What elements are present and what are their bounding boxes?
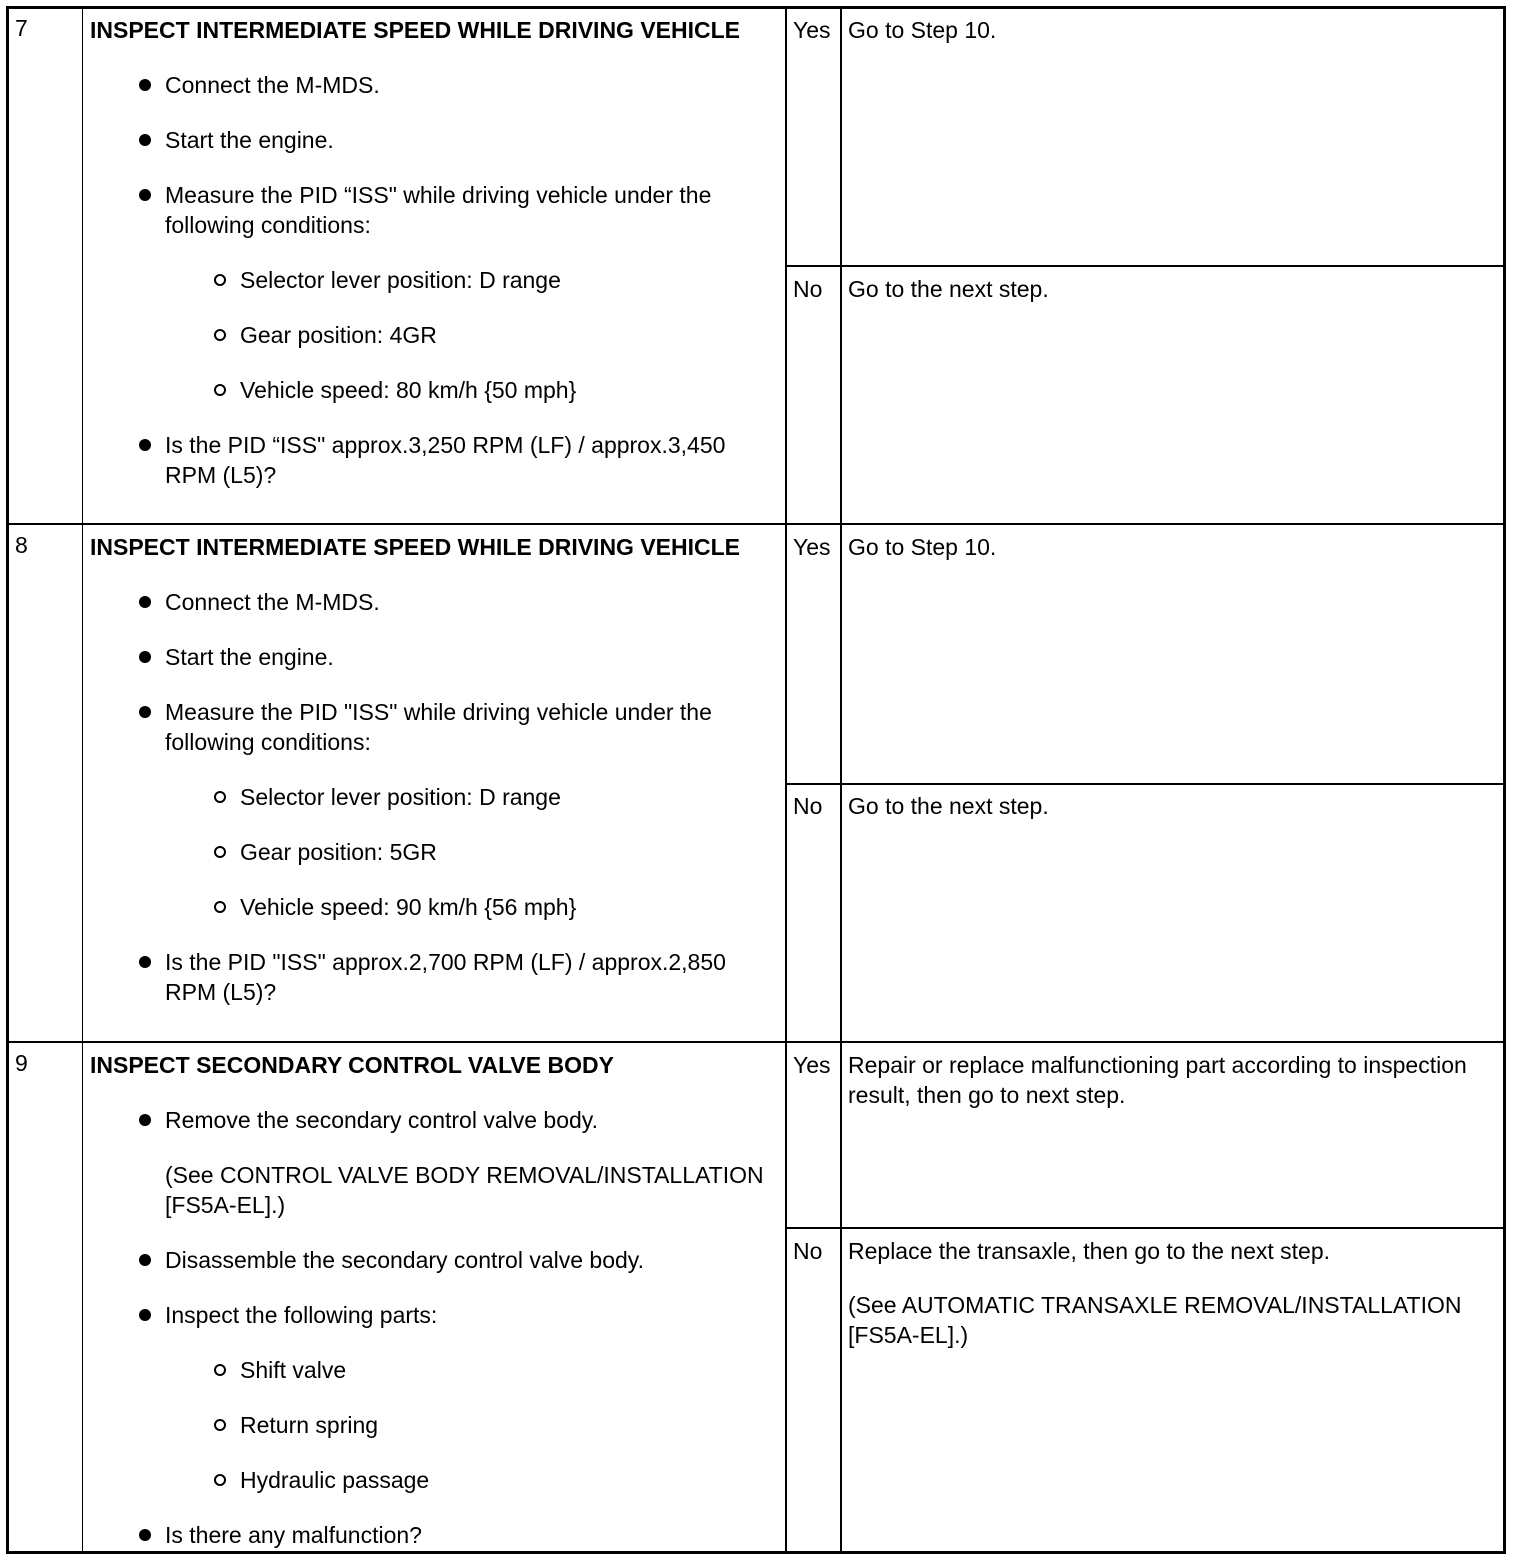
no-action-text: Replace the transaxle, then go to the next step. [848,1238,1331,1264]
procedure-item: Start the engine. [90,125,780,155]
yes-label: Yes [793,17,831,43]
no-label: No [793,276,823,302]
step-procedure [90,1050,780,1550]
yes-label: Yes [793,534,831,560]
condition-item: Vehicle speed: 90 km/h {56 mph} [90,892,780,922]
part-item: Return spring [90,1410,780,1440]
procedure-question: Is the PID “ISS" approx.3,250 RPM (LF) / approx.3,450 RPM (L5)? [90,430,780,490]
step-row [9,525,1503,1041]
no-action [848,1236,1488,1350]
step-title: INSPECT INTERMEDIATE SPEED WHILE DRIVING VEHICLE [90,17,741,43]
no-action: Go to the next step. [848,276,1049,302]
diagnostic-table [6,6,1506,1554]
reference-note: (See CONTROL VALVE BODY REMOVAL/INSTALLATION [FS5A-EL].) [165,1162,764,1218]
condition-item: Gear position: 4GR [90,320,780,350]
step-procedure [90,15,780,490]
step-title: INSPECT SECONDARY CONTROL VALVE BODY [90,1052,614,1078]
step-row [9,9,1503,523]
yes-label: Yes [793,1052,831,1078]
procedure-question: Is the PID "ISS" approx.2,700 RPM (LF) / approx.2,850 RPM (L5)? [90,947,780,1007]
condition-item: Selector lever position: D range [90,265,780,295]
no-label: No [793,793,823,819]
yes-action: Repair or replace malfunctioning part according to inspection result, then go to next step. [848,1052,1467,1108]
condition-item: Selector lever position: D range [90,782,780,812]
procedure-item: Connect the M-MDS. [90,70,780,100]
step-number: 7 [15,15,28,41]
step-number: 8 [15,532,28,558]
condition-item: Vehicle speed: 80 km/h {50 mph} [90,375,780,405]
part-item: Hydraulic passage [90,1465,780,1495]
no-label: No [793,1238,823,1264]
procedure-question: Is there any malfunction? [90,1520,780,1550]
procedure-item: Measure the PID “ISS" while driving vehicle under the following conditions: [90,180,780,240]
procedure-item: Inspect the following parts: [90,1300,780,1330]
no-action: Go to the next step. [848,793,1049,819]
procedure-item: Disassemble the secondary control valve body. [90,1245,780,1275]
part-item: Shift valve [90,1355,780,1385]
step-number: 9 [15,1050,28,1076]
procedure-item: Remove the secondary control valve body. [90,1105,780,1135]
step-procedure [90,532,780,1007]
step-title: INSPECT INTERMEDIATE SPEED WHILE DRIVING VEHICLE [90,534,741,560]
yes-action: Go to Step 10. [848,17,997,43]
condition-item: Gear position: 5GR [90,837,780,867]
yes-action: Go to Step 10. [848,534,997,560]
procedure-item: Start the engine. [90,642,780,672]
step-row [9,1043,1503,1551]
procedure-item: Measure the PID "ISS" while driving vehicle under the following conditions: [90,697,780,757]
procedure-item: Connect the M-MDS. [90,587,780,617]
no-action-reference-note: (See AUTOMATIC TRANSAXLE REMOVAL/INSTALLATION [FS5A-EL].) [848,1292,1462,1348]
